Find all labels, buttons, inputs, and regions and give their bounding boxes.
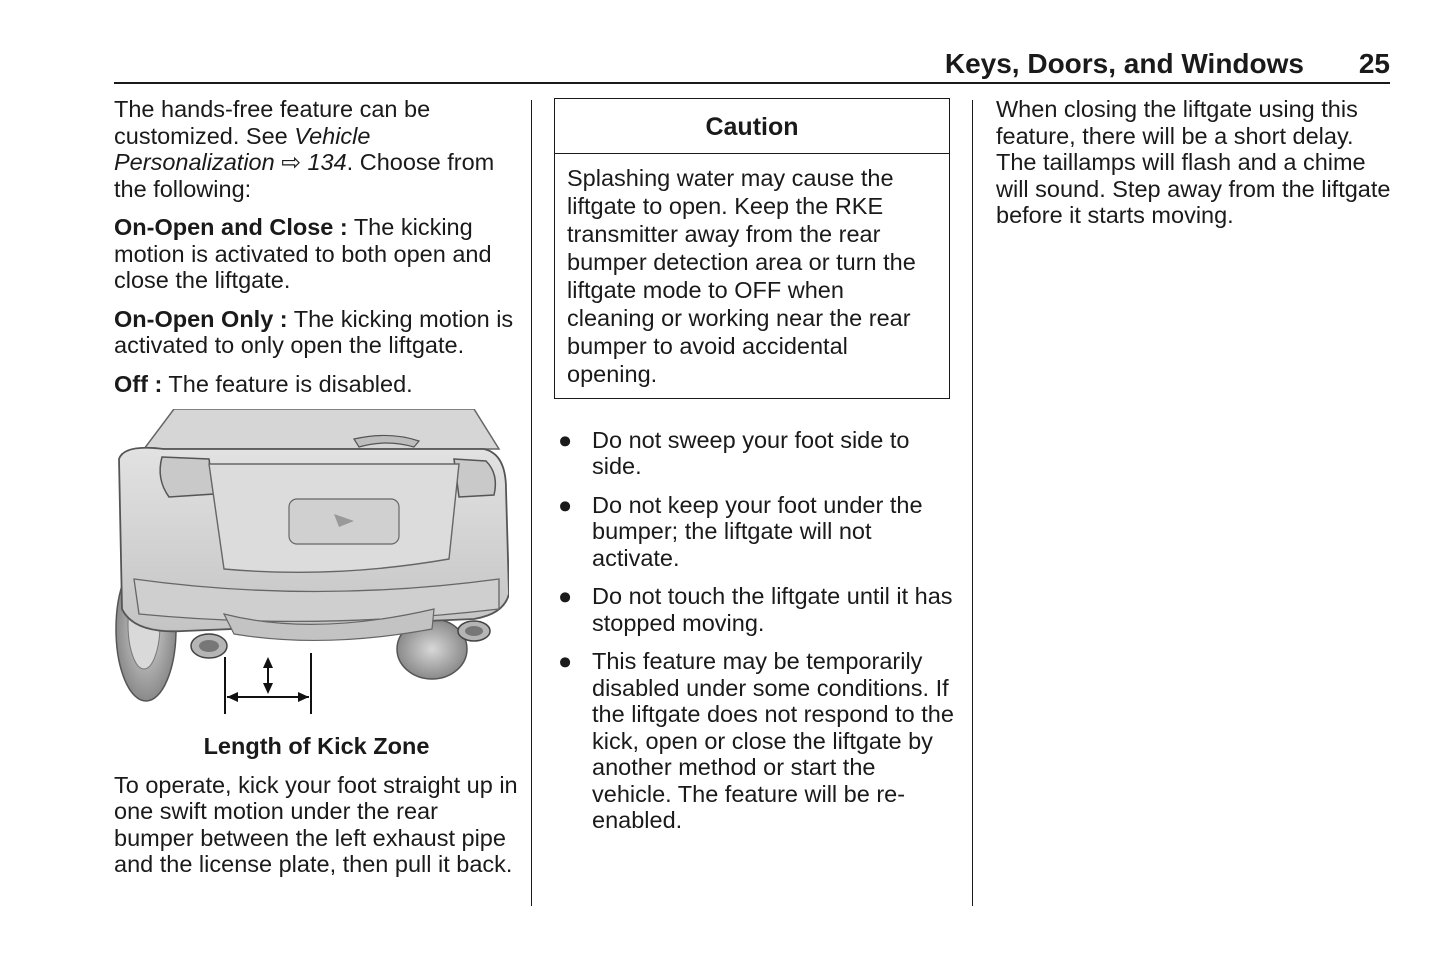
warning-list <box>554 427 954 834</box>
option-text: The kicking motion is activated to only open the liftgate. <box>114 305 514 358</box>
kick-zone-illustration <box>114 409 509 719</box>
list-item <box>554 427 954 480</box>
vehicle-personalization-link[interactable]: Vehicle Personalization <box>114 122 371 175</box>
option-on-open-only <box>114 306 519 359</box>
list-item <box>554 583 954 636</box>
intro-paragraph <box>114 96 519 202</box>
intro-text: The hands-free feature can be customized. See <box>114 96 431 149</box>
column-right <box>996 96 1396 241</box>
column-middle <box>554 98 954 846</box>
vehicle-rear-illustration <box>114 409 509 719</box>
list-item <box>554 492 954 572</box>
option-off <box>114 371 519 398</box>
caution-box <box>554 98 950 399</box>
closing-paragraph: When closing the liftgate using this feature, there will be a short delay. The taillamps will flash and a chime will sound. Step away from the liftgate before it starts moving. <box>996 96 1391 228</box>
option-text: The feature is disabled. <box>162 370 413 397</box>
list-item <box>554 648 954 834</box>
column-divider-right <box>972 100 973 906</box>
bullet-icon: ● <box>558 491 573 518</box>
column-divider-left <box>531 100 532 906</box>
bullet-icon: ● <box>558 648 573 674</box>
list-item-text: Do not sweep your foot side to side. <box>592 426 910 479</box>
page-header <box>114 44 1390 84</box>
caution-title: Caution <box>555 99 949 154</box>
option-label: Off : <box>114 370 163 397</box>
option-label: On-Open Only : <box>114 305 288 332</box>
caution-text: Splashing water may cause the liftgate to open. Keep the RKE transmitter away from the rear bumper detection area or turn the liftgate mode to OFF when cleaning or working near the rear bumper to avoid accidental opening. <box>567 164 916 387</box>
page-ref-arrow-icon: ⇨ <box>281 149 301 175</box>
figure-caption: Length of Kick Zone <box>203 733 430 759</box>
option-label: On-Open and Close : <box>114 214 348 240</box>
bullet-icon: ● <box>558 583 573 609</box>
list-item-text: Do not touch the liftgate until it has stopped moving. <box>592 583 953 636</box>
operate-paragraph: To operate, kick your foot straight up in one swift motion under the rear bumper between the left exhaust pipe and the license plate, then pull it back. <box>114 771 518 877</box>
page-number: 25 <box>1358 48 1390 79</box>
page-ref-number[interactable]: 134 <box>307 149 347 175</box>
section-title: Keys, Doors, and Windows <box>944 48 1304 79</box>
option-on-open-and-close <box>114 214 519 294</box>
column-left <box>114 96 519 890</box>
option-text: The kicking motion is activated to both open and close the liftgate. <box>114 214 492 293</box>
list-item-text: Do not keep your foot under the bumper; the liftgate will not activate. <box>592 491 923 571</box>
bullet-icon: ● <box>558 426 573 453</box>
list-item-text: This feature may be temporarily disabled under some conditions. If the liftgate does not respond to the kick, open or close the liftgate by another method or start the vehicle. The feature will be re-enabled. <box>592 648 954 833</box>
intro-text-end: . Choose from the following: <box>114 149 495 202</box>
